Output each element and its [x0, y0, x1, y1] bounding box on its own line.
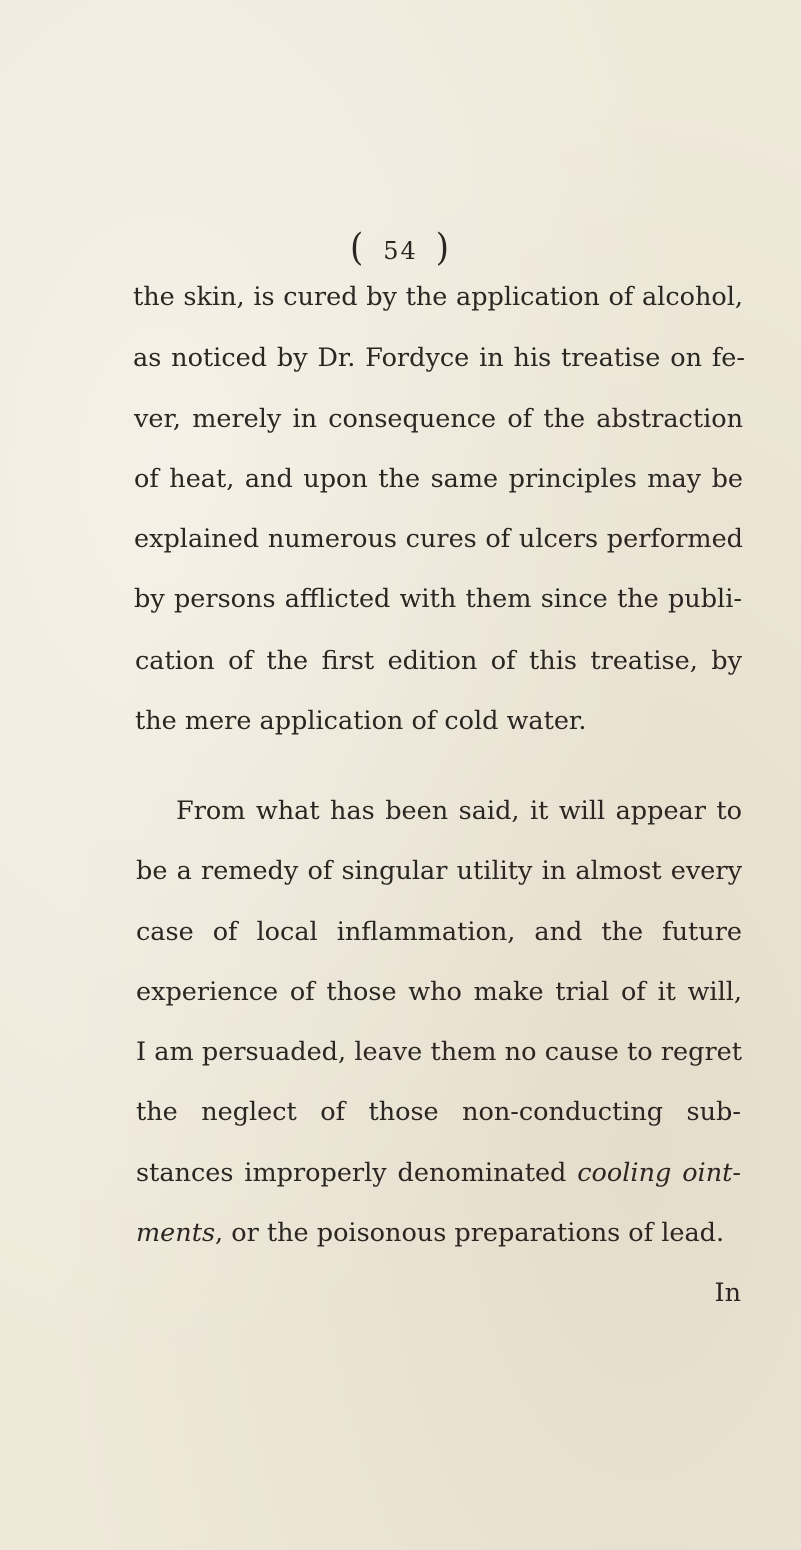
text-line [136, 1158, 741, 1188]
text-line: the neglect of those non-conducting sub- [136, 1097, 741, 1127]
text-line: I am persuaded, leave them no cause to regret [136, 1037, 742, 1067]
close-paren: ) [435, 226, 452, 270]
text-span: , or the poisonous preparations of lead. [215, 1218, 725, 1248]
text-span: stances improperly denominated [136, 1158, 578, 1188]
text-line: From what has been said, it will appear to [176, 796, 742, 826]
text-line: explained numerous cures of ulcers performed [134, 524, 743, 554]
text-line: by persons afflicted with them since the publi- [134, 584, 742, 614]
text-line: as noticed by Dr. Fordyce in his treatise on fe- [133, 343, 745, 373]
text-line: be a remedy of singular utility in almost every [136, 856, 742, 886]
text-line: cation of the first edition of this treatise, by [135, 646, 742, 676]
text-line: case of local inflammation, and the future [136, 917, 742, 947]
open-paren: ( [349, 226, 366, 270]
page-number: 54 [383, 237, 418, 265]
text-line: experience of those who make trial of it will, [136, 977, 742, 1007]
text-line: the mere application of cold water. [135, 706, 587, 736]
text-line: of heat, and upon the same principles may be [134, 464, 743, 494]
text-line: the skin, is cured by the application of alcohol, [133, 282, 743, 312]
page-number-header [0, 228, 801, 268]
italic-text: ments [136, 1218, 216, 1248]
italic-text: cooling oint- [577, 1158, 741, 1188]
catchword: In [714, 1278, 741, 1308]
text-line [136, 1218, 724, 1248]
text-line: ver, merely in consequence of the abstraction [134, 404, 743, 434]
